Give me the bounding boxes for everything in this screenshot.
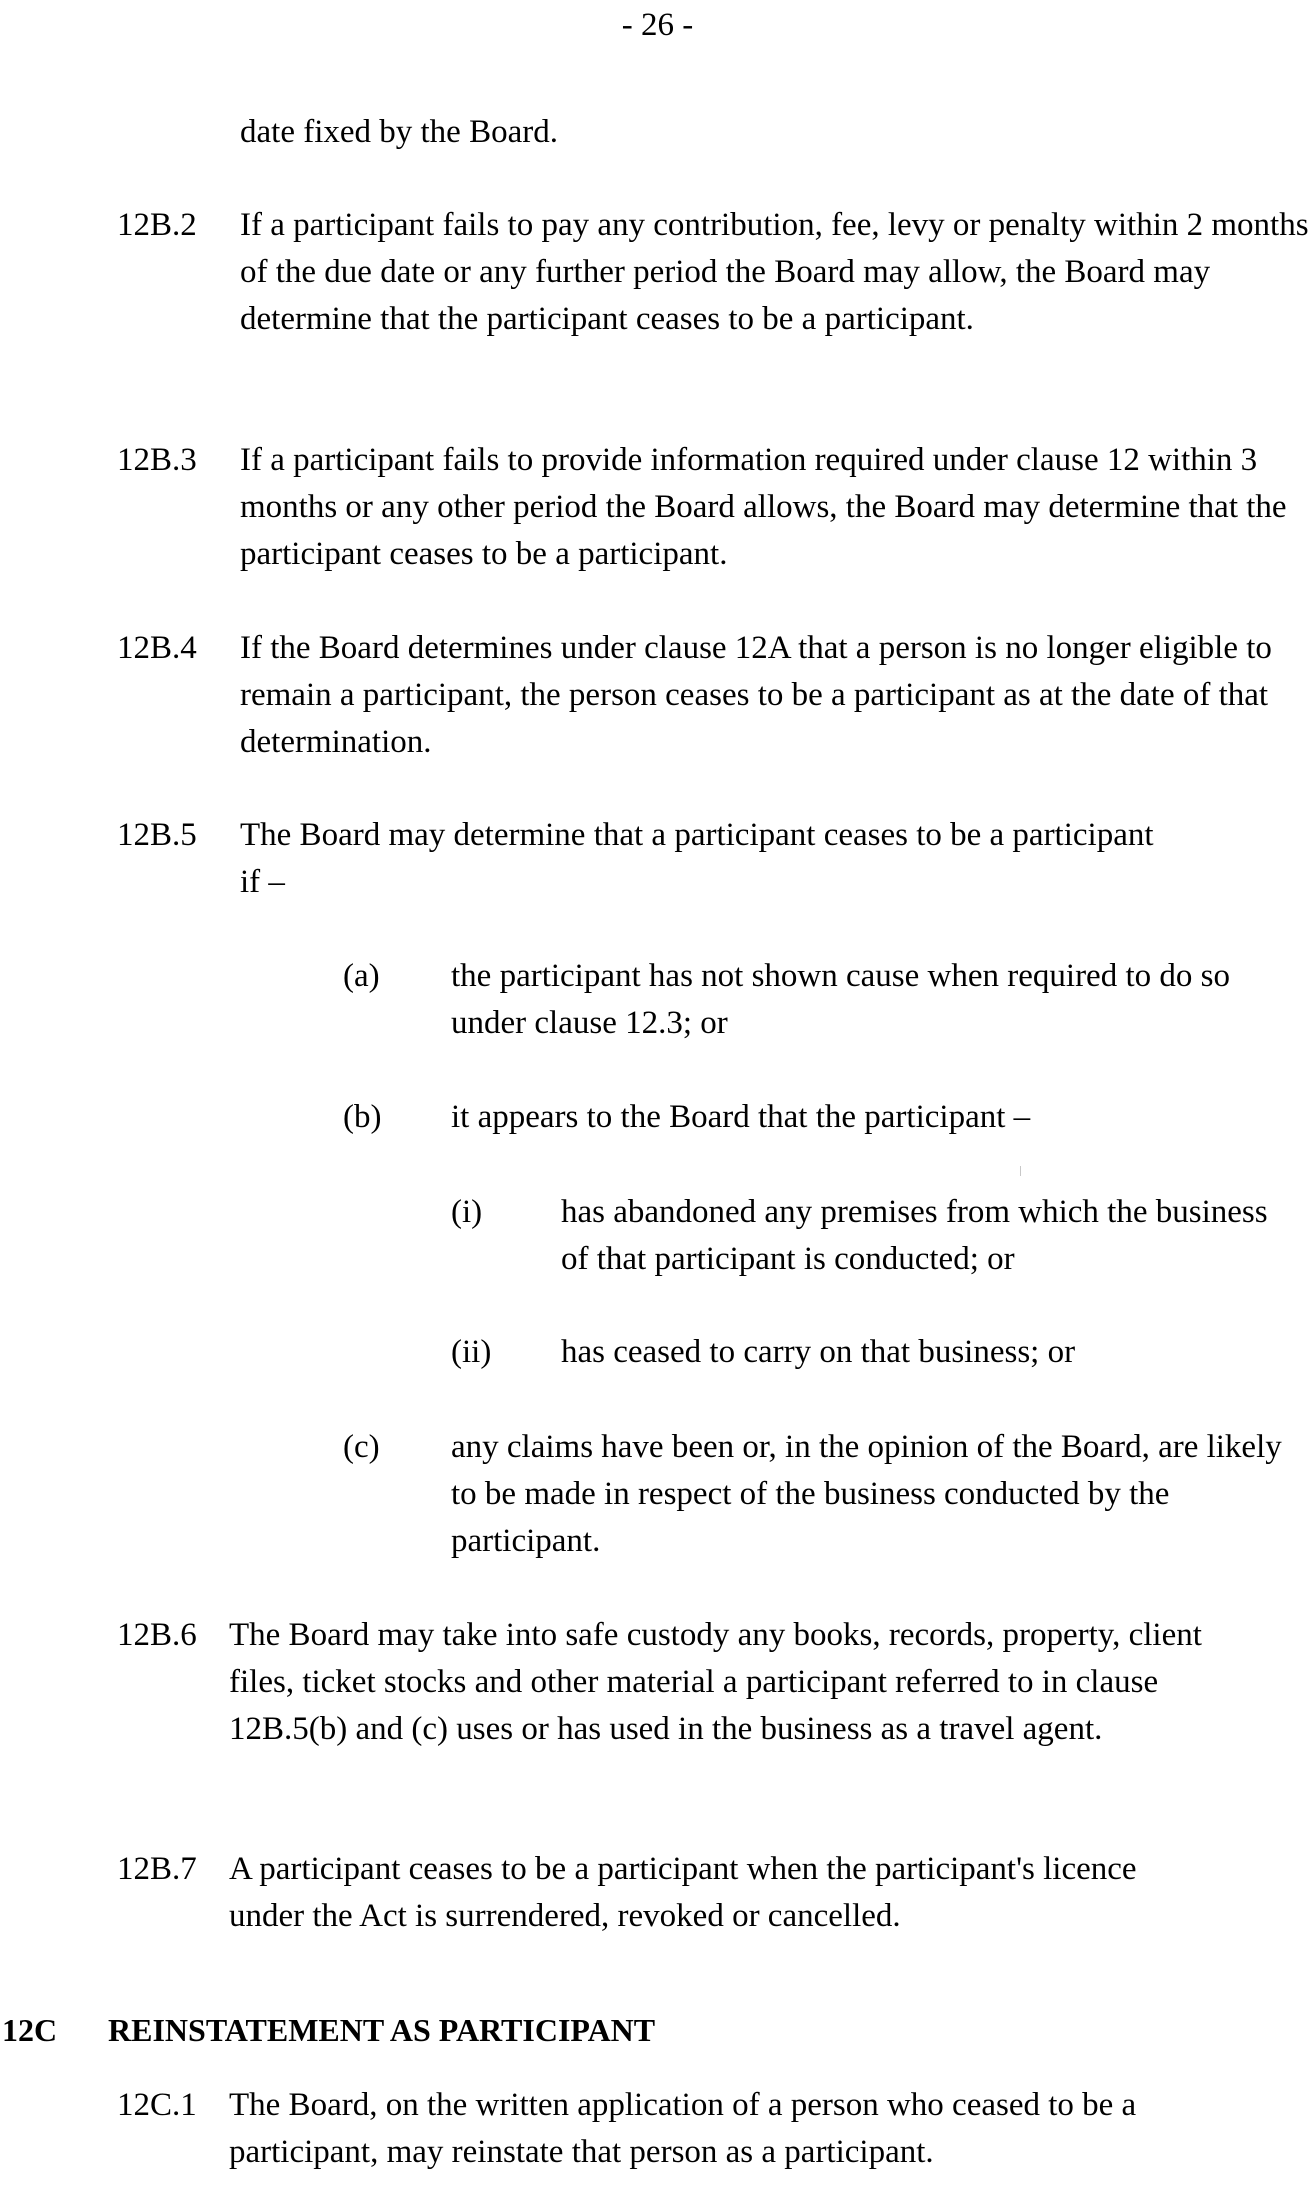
sub-paragraph-text: the participant has not shown cause when required to do so under clause 12.3; or bbox=[451, 958, 1230, 1041]
section-number: 12C bbox=[2, 2012, 58, 2048]
clause-12b-6 bbox=[117, 1612, 1312, 1753]
page-number: - 26 - bbox=[621, 7, 694, 43]
clause-number: 12B.5 bbox=[117, 817, 197, 853]
clause-12b-7 bbox=[117, 1846, 1312, 1940]
sub-sub-paragraph-mark: (i) bbox=[451, 1194, 483, 1230]
sub-paragraph-text: any claims have been or, in the opinion of the Board, are likely to be made in respect of the business conducted by the participant. bbox=[451, 1429, 1282, 1559]
sub-paragraph-mark: (b) bbox=[343, 1099, 382, 1135]
clause-number: 12B.3 bbox=[117, 442, 197, 478]
clause-12b-5 bbox=[117, 812, 1312, 906]
sub-sub-paragraph-text: has ceased to carry on that business; or bbox=[561, 1334, 1076, 1370]
clause-number: 12B.7 bbox=[117, 1851, 197, 1887]
clause-12b-4 bbox=[117, 625, 1312, 766]
sub-paragraph-text: it appears to the Board that the participant – bbox=[451, 1099, 1031, 1135]
clause-text: If a participant fails to pay any contribution, fee, levy or penalty within 2 months of the due date or any further period the Board may allow, the Board may determine that the participant ceases to be a participant. bbox=[240, 207, 1309, 337]
clause-12c-1 bbox=[117, 2082, 1312, 2176]
clause-text: The Board may take into safe custody any books, records, property, client files, ticket stocks and other material a participant referred to in clause 12B.5(b) and (c) uses or has used in the business as a travel agent. bbox=[229, 1617, 1202, 1747]
clause-number: 12B.4 bbox=[117, 630, 197, 666]
sub-sub-paragraph-mark: (ii) bbox=[451, 1334, 492, 1370]
clause-12b-3 bbox=[117, 437, 1312, 578]
clause-text: A participant ceases to be a participant when the participant's licence under the Act is surrendered, revoked or cancelled. bbox=[229, 1851, 1137, 1934]
clause-number: 12C.1 bbox=[117, 2087, 197, 2123]
clause-text: The Board, on the written application of a person who ceased to be a participant, may reinstate that person as a participant. bbox=[229, 2087, 1137, 2170]
scan-speck bbox=[1020, 1166, 1021, 1176]
sub-sub-paragraph-text: has abandoned any premises from which the business of that participant is conducted; or bbox=[561, 1194, 1268, 1277]
sub-paragraph-mark: (a) bbox=[343, 958, 380, 994]
clause-12b-2 bbox=[117, 202, 1312, 343]
section-title: REINSTATEMENT AS PARTICIPANT bbox=[108, 2012, 656, 2048]
clause-text: The Board may determine that a participant ceases to be a participant if – bbox=[240, 817, 1154, 900]
continuation-text: date fixed by the Board. bbox=[240, 114, 558, 150]
clause-text: If a participant fails to provide information required under clause 12 within 3 months or any other period the Board allows, the Board may determine that the participant ceases to be a participant. bbox=[240, 442, 1287, 572]
clause-number: 12B.6 bbox=[117, 1617, 197, 1653]
section-heading-12c bbox=[2, 2007, 655, 2054]
clause-text: If the Board determines under clause 12A that a person is no longer eligible to remain a participant, the person ceases to be a participant as at the date of that determination. bbox=[240, 630, 1272, 760]
clause-number: 12B.2 bbox=[117, 207, 197, 243]
sub-paragraph-mark: (c) bbox=[343, 1429, 380, 1465]
